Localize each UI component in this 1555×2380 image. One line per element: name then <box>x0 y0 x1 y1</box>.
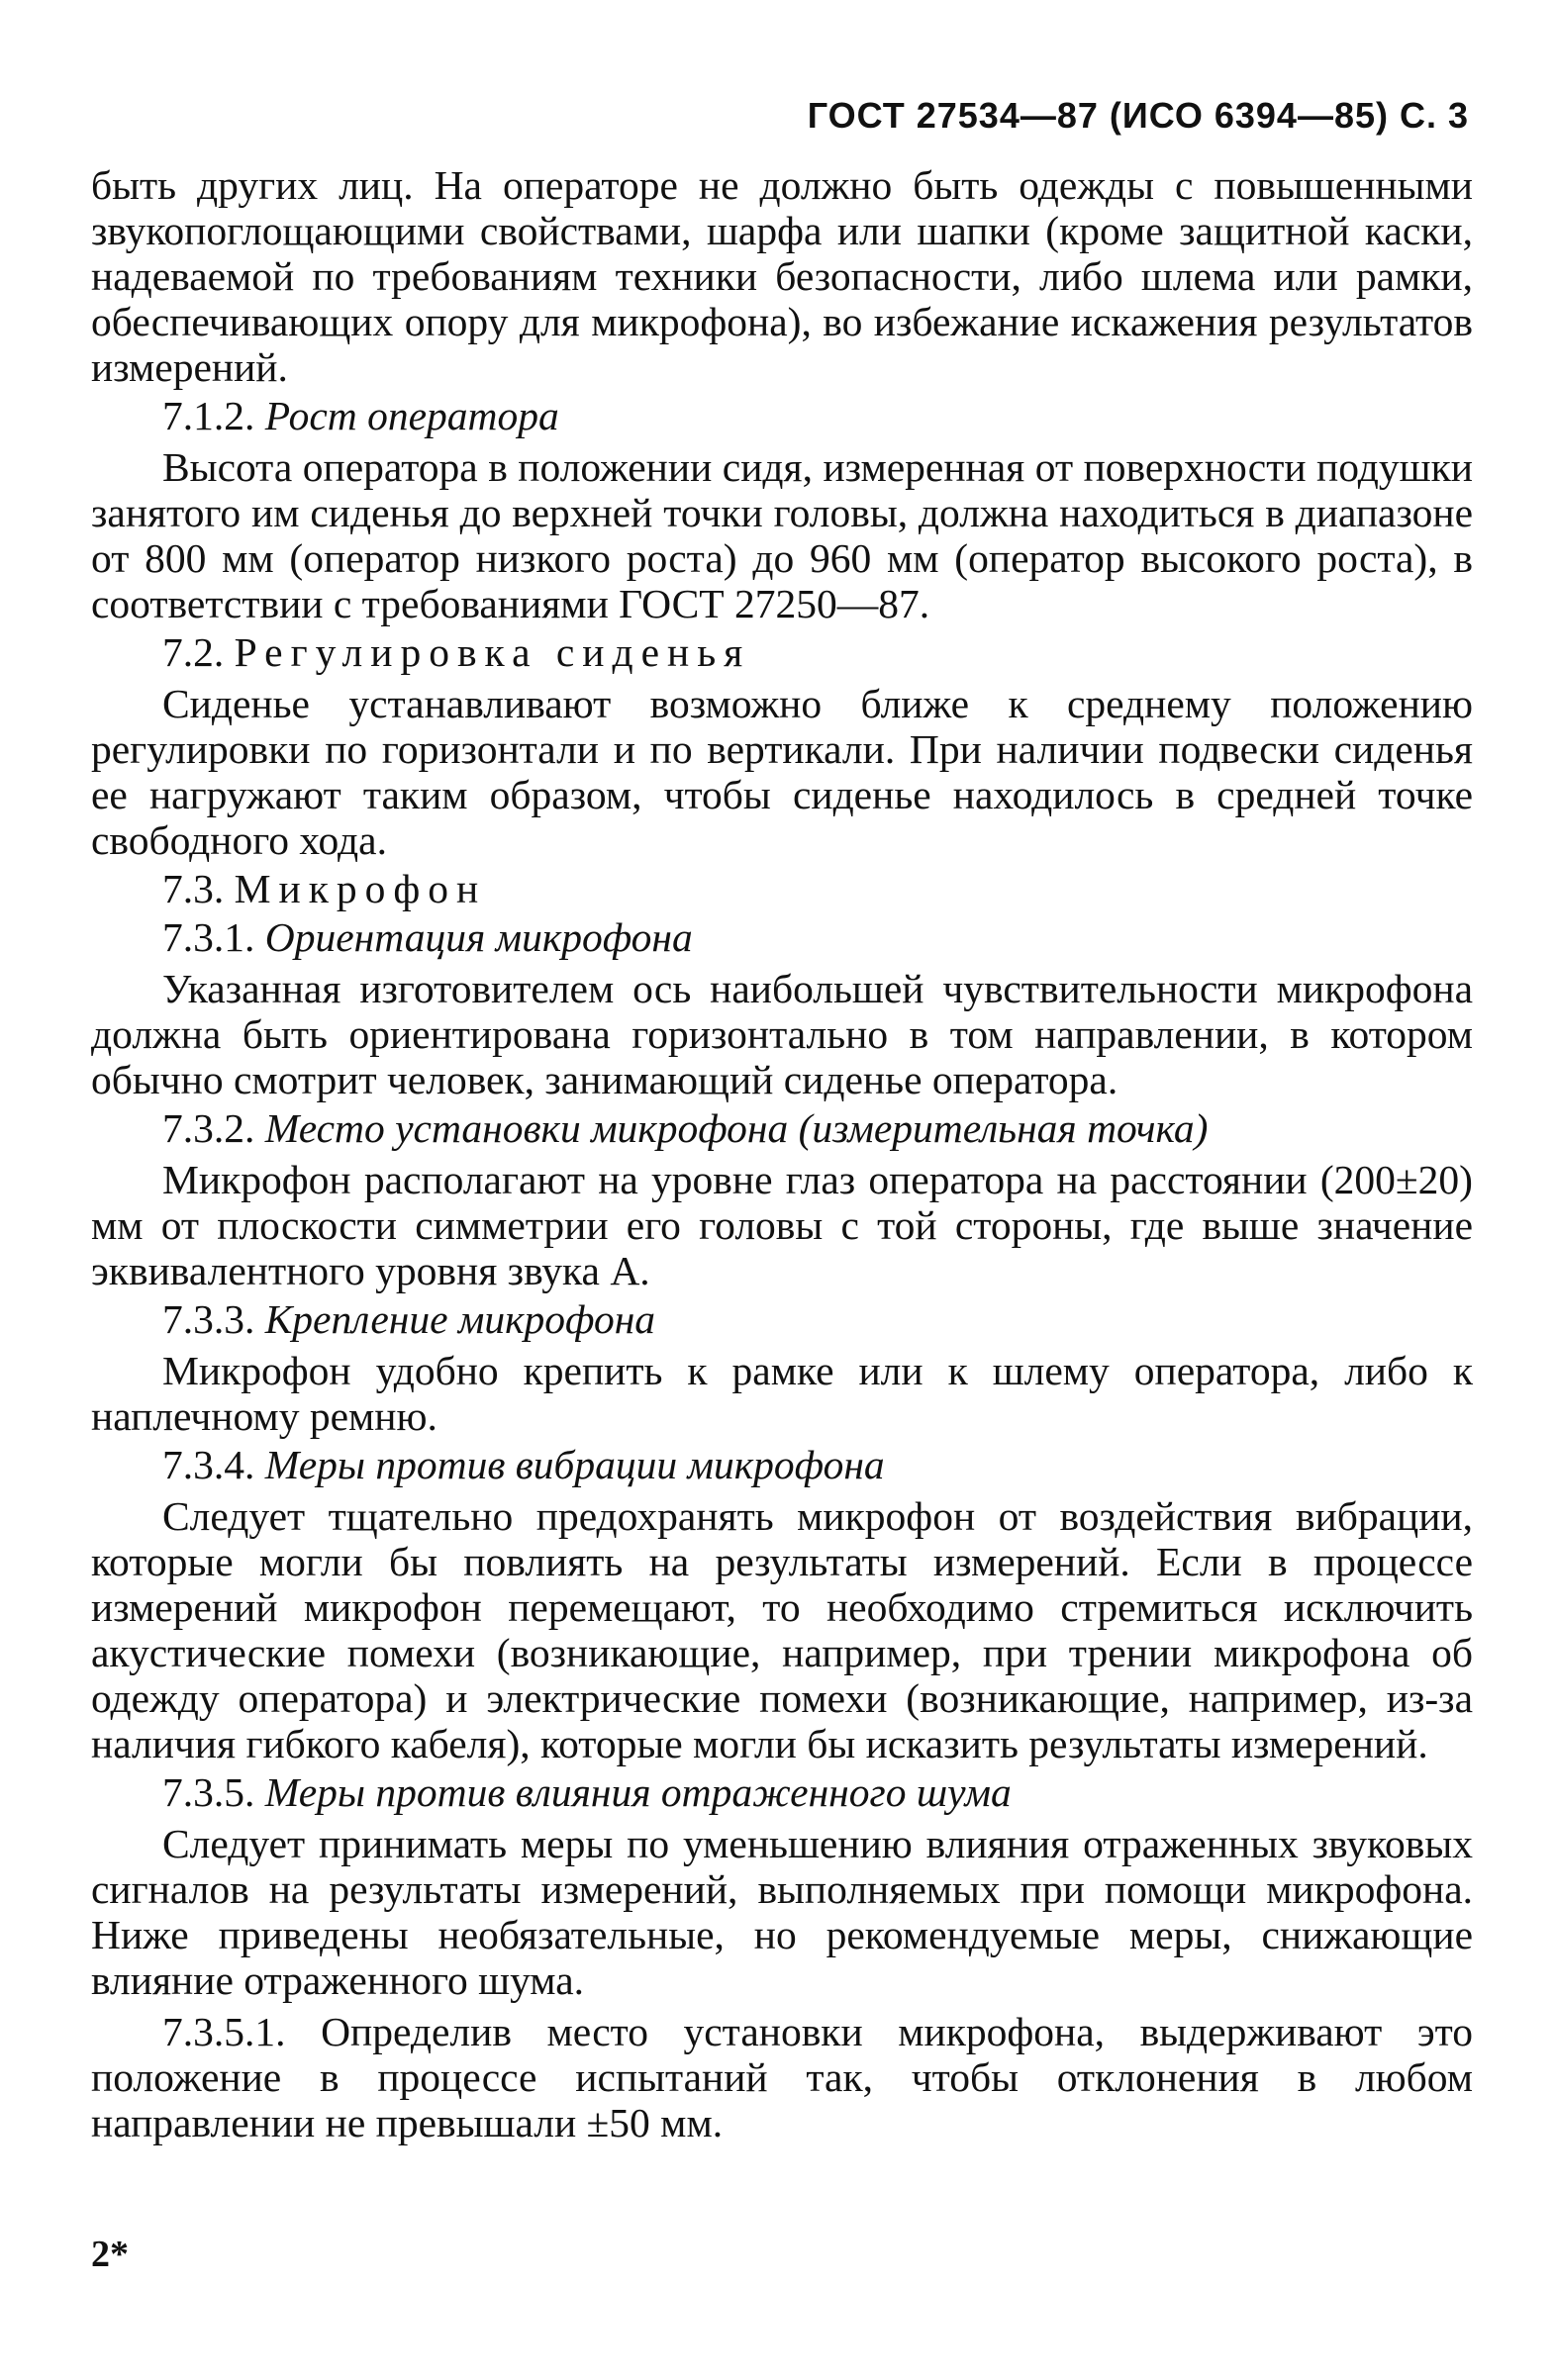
section-title: Ориентация микрофона <box>264 914 693 960</box>
section-title: Рост оператора <box>264 393 559 438</box>
section-heading <box>91 1442 1473 1487</box>
signature-mark: 2* <box>91 2234 129 2275</box>
paragraph: 7.3.5.1. Определив место установки микрофона, выдерживают это положение в процессе испытаний так, чтобы отклонения в любом направлении не превышали ±50 мм. <box>91 2009 1473 2145</box>
section-number: 7.3. <box>162 866 225 911</box>
paragraph: быть других лиц. На операторе не должно быть одежды с повышенными звукопоглощающими свойствами, шарфа или шапки (кроме защитной каски, надеваемой по требованиям техники безопасности, либо шлема или рамки, обеспечивающих опору для микрофона), во избежание искажения результатов измерений. <box>91 162 1473 390</box>
section-title: Микрофон <box>234 866 487 911</box>
paragraph: Микрофон располагают на уровне глаз оператора на расстоянии (200±20) мм от плоскости симметрии его головы с той стороны, где выше значение эквивалентного уровня звука А. <box>91 1157 1473 1293</box>
section-number: 7.3.4. <box>162 1442 255 1487</box>
paragraph: Высота оператора в положении сидя, измеренная от поверхности подушки занятого им сиденья до верхней точки головы, должна находиться в диапазоне от 800 мм (оператор низкого роста) до 960 мм (оператор высокого роста), в соответствии с требованиями ГОСТ 27250—87. <box>91 444 1473 626</box>
page-header: ГОСТ 27534—87 (ИСО 6394—85) С. 3 <box>807 95 1469 136</box>
section-title: Меры против влияния отраженного шума <box>264 1769 1012 1815</box>
section-number: 7.3.3. <box>162 1296 255 1342</box>
section-number: 7.3.2. <box>162 1105 255 1151</box>
document-page <box>91 95 1473 2145</box>
document-body <box>91 162 1473 2145</box>
section-title: Регулировка сиденья <box>234 629 751 675</box>
section-heading <box>91 914 1473 960</box>
section-title: Место установки микрофона (измерительная точка) <box>264 1105 1209 1151</box>
section-title: Крепление микрофона <box>264 1296 656 1342</box>
section-heading <box>91 866 1473 911</box>
section-heading <box>91 1769 1473 1815</box>
paragraph: Микрофон удобно крепить к рамке или к шлему оператора, либо к наплечному ремню. <box>91 1348 1473 1439</box>
section-number: 7.2. <box>162 629 225 675</box>
section-heading <box>91 1296 1473 1342</box>
paragraph: Указанная изготовителем ось наибольшей чувствительности микрофона должна быть ориентирована горизонтально в том направлении, в котором обычно смотрит человек, занимающий сиденье оператора. <box>91 966 1473 1102</box>
section-number: 7.3.5. <box>162 1769 255 1815</box>
section-heading <box>91 393 1473 438</box>
section-title: Меры против вибрации микрофона <box>264 1442 885 1487</box>
section-number: 7.1.2. <box>162 393 255 438</box>
section-heading <box>91 1105 1473 1151</box>
section-heading <box>91 629 1473 675</box>
paragraph: Следует тщательно предохранять микрофон от воздействия вибрации, которые могли бы повлиять на результаты измерений. Если в процессе измерений микрофон перемещают, то необходимо стремиться исключить акустические помехи (возникающие, например, при трении микрофона об одежду оператора) и электрические помехи (возникающие, например, из-за наличия гибкого кабеля), которые могли бы исказить результаты измерений. <box>91 1493 1473 1766</box>
section-number: 7.3.1. <box>162 914 255 960</box>
paragraph: Сиденье устанавливают возможно ближе к среднему положению регулировки по горизонтали и по вертикали. При наличии подвески сиденья ее нагружают таким образом, чтобы сиденье находилось в средней точке свободного хода. <box>91 681 1473 863</box>
paragraph: Следует принимать меры по уменьшению влияния отраженных звуковых сигналов на результаты измерений, выполняемых при помощи микрофона. Ниже приведены необязательные, но рекомендуемые меры, снижающие влияние отраженного шума. <box>91 1821 1473 2003</box>
